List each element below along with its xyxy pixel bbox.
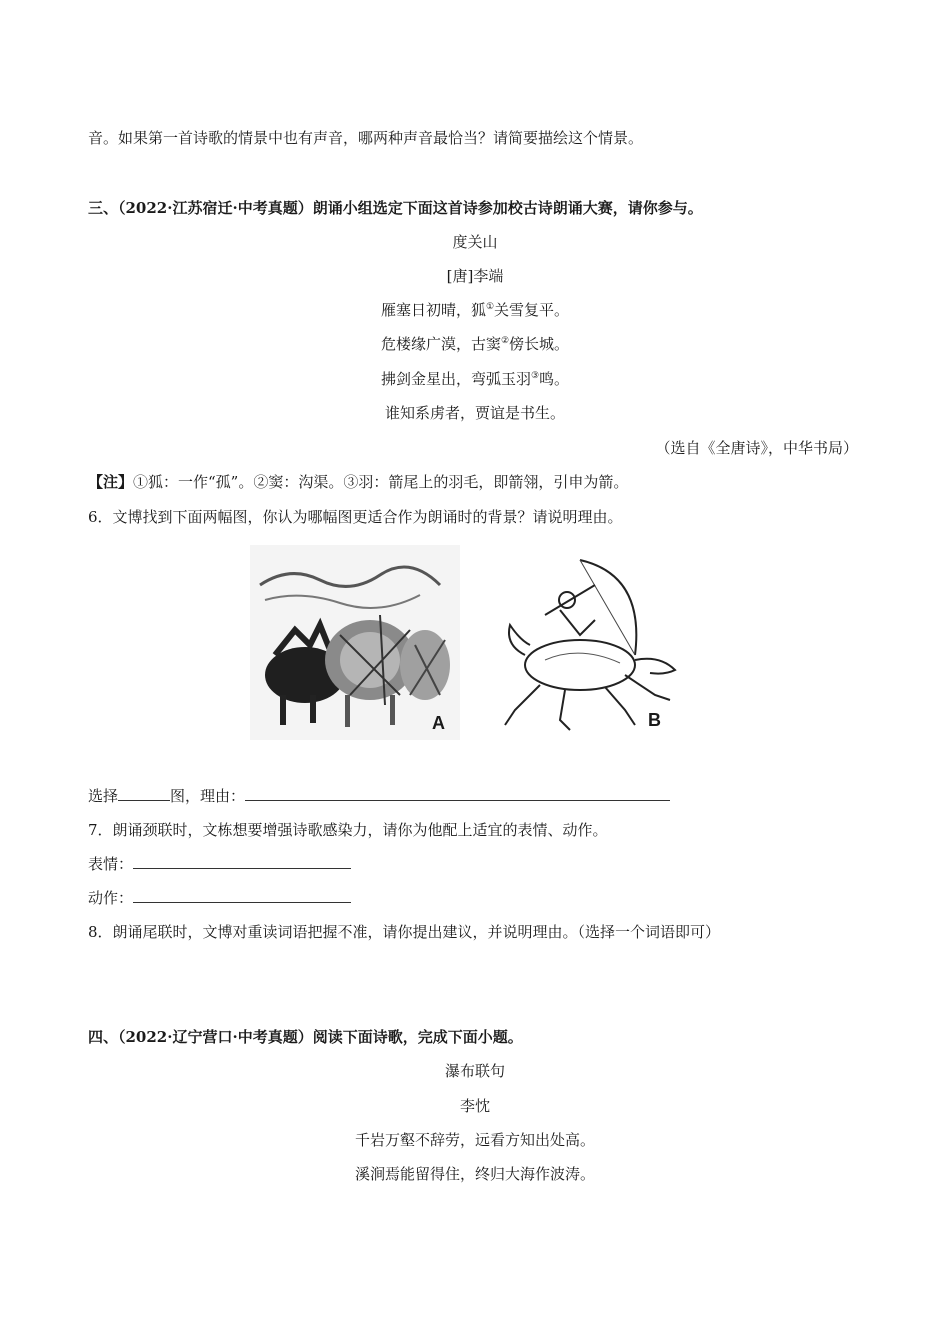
poem-2-line-2: 溪涧焉能留得住，终归大海作波涛。 xyxy=(354,1165,595,1183)
figure-choice-blank[interactable] xyxy=(118,786,170,801)
poem-line-2 xyxy=(0,334,950,354)
intro-text: 音。如果第一首诗歌的情景中也有声音，哪两种声音最恰当？请简要描绘这个情景。 xyxy=(88,129,644,147)
choose-answer-line xyxy=(88,786,670,806)
poem-2-author: 李忱 xyxy=(459,1097,490,1115)
poem-line-3 xyxy=(0,369,950,389)
question-7: 7．朗诵颈联时，文栋想要增强诗歌感染力，请你为他配上适宜的表情、动作。 xyxy=(88,821,608,839)
figure-a-battle-scene xyxy=(250,545,460,740)
footnote-marker: ② xyxy=(500,336,510,346)
poem-source: （选自《全唐诗》，中华书局） xyxy=(655,439,858,457)
poem-author: [唐]李端 xyxy=(446,267,504,285)
expression-answer-line xyxy=(88,854,351,874)
archer-illustration xyxy=(485,545,700,740)
poem-line-text: 鸣。 xyxy=(539,370,570,388)
poem-2-line-1: 千岩万壑不辞劳，远看方知出处高。 xyxy=(354,1131,595,1149)
question-6: 6．文博找到下面两幅图，你认为哪幅图更适合作为朗诵时的背景？请说明理由。 xyxy=(88,508,623,526)
poem-line-text: 关雪复平。 xyxy=(494,301,570,319)
question-8: 8．朗诵尾联时，文博对重读词语把握不准，请你提出建议，并说明理由。（选择一个词语即可） xyxy=(88,923,721,941)
section-4-heading: 四、（2022·辽宁营口·中考真题）阅读下面诗歌，完成下面小题。 xyxy=(88,1028,523,1046)
poem-line-4 xyxy=(0,403,950,423)
battle-scene-illustration xyxy=(250,545,460,740)
note-label: 【注】 xyxy=(88,473,134,491)
poem-line-text: 危楼缘广漠，古窦 xyxy=(380,335,501,353)
section-3-heading: 三、（2022·江苏宿迁·中考真题）朗诵小组选定下面这首诗参加校古诗朗诵大赛，请你参与。 xyxy=(88,199,703,217)
footnote-marker: ③ xyxy=(530,371,540,381)
poem-line-text: 傍长城。 xyxy=(509,335,570,353)
expression-blank[interactable] xyxy=(133,854,351,869)
reason-blank[interactable] xyxy=(245,786,670,801)
footnote-marker: ① xyxy=(485,302,495,312)
expression-label: 表情： xyxy=(88,855,134,873)
action-answer-line xyxy=(88,888,351,908)
annotation-note xyxy=(88,472,628,492)
poem-line-1 xyxy=(0,300,950,320)
poem-line-text: 谁知系虏者，贾谊是书生。 xyxy=(384,404,565,422)
reason-label: 图，理由： xyxy=(170,787,246,805)
action-label: 动作： xyxy=(88,889,134,907)
poem-line-text: 雁塞日初晴，狐 xyxy=(380,301,486,319)
poem-2-title: 瀑布联句 xyxy=(444,1062,505,1080)
poem-title: 度关山 xyxy=(452,233,498,251)
figure-b-archer xyxy=(485,545,700,740)
poem-line-text: 拂剑金星出，弯弧玉羽 xyxy=(380,370,531,388)
action-blank[interactable] xyxy=(133,888,351,903)
note-text: ①狐：一作“孤”。②窦：沟渠。③羽：箭尾上的羽毛，即箭翎，引申为箭。 xyxy=(133,473,629,491)
figure-b-label: B xyxy=(648,710,661,730)
choose-prefix: 选择 xyxy=(88,787,119,805)
figure-a-label: A xyxy=(432,713,445,733)
